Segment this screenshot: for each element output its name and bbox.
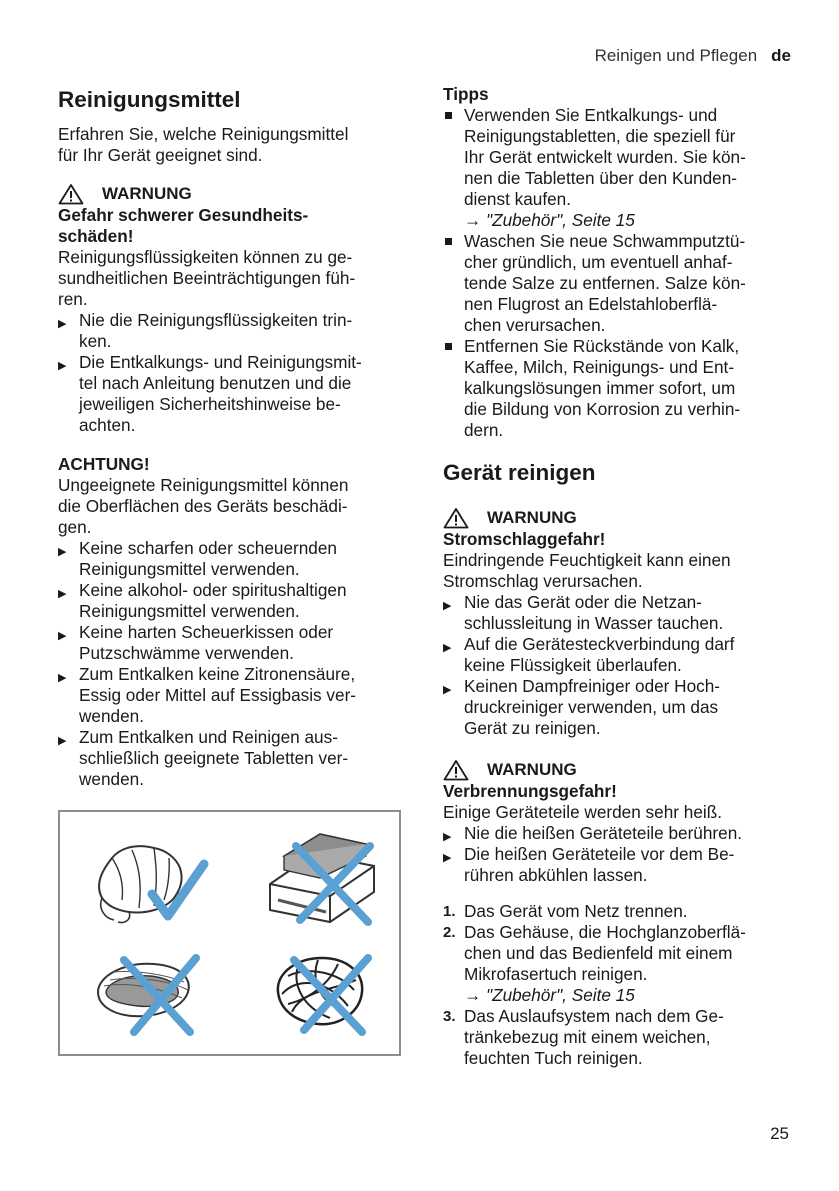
bullet-arrow-icon: ▶ <box>443 852 452 864</box>
list-item <box>443 844 793 886</box>
list-line: Keine scharfen oder scheuernden <box>79 538 337 558</box>
text-line: sundheitlichen Beeinträchtigungen füh- <box>58 268 356 288</box>
bullet-arrow-icon: ▶ <box>443 831 452 843</box>
left-column <box>58 84 403 790</box>
step-number: 3. <box>443 1008 456 1025</box>
cross-reference-link[interactable]: → "Zubehör", Seite 15 <box>464 210 635 230</box>
step-line: Das Auslaufsystem nach dem Ge- <box>464 1006 724 1026</box>
list-item <box>443 823 793 844</box>
step-line: feuchten Tuch reinigen. <box>464 1048 643 1068</box>
steel-wool-cross-icon <box>258 946 388 1040</box>
list-line: schließlich geeignete Tabletten ver- <box>79 748 349 768</box>
right-column <box>443 84 793 1069</box>
warning-text <box>443 550 793 592</box>
step-line: Das Gerät vom Netz trennen. <box>464 901 688 921</box>
text-line: Reinigungsflüssigkeiten können zu ge- <box>58 247 353 267</box>
list-item <box>58 310 403 352</box>
attention-text <box>58 475 403 538</box>
cloth-check-icon <box>84 828 214 928</box>
attention-heading: ACHTUNG! <box>58 454 150 474</box>
list-line: Zum Entkalken keine Zitronensäure, <box>79 664 356 684</box>
cross-reference-link[interactable]: → "Zubehör", Seite 15 <box>464 985 635 1005</box>
warning-heading-line: schäden! <box>58 226 134 246</box>
intro-text <box>58 124 403 166</box>
list-line: nen Flugrost an Edelstahloberflä- <box>464 294 718 314</box>
list-line: Reinigungstabletten, die speziell für <box>464 126 736 146</box>
warning-heading: Stromschlaggefahr! <box>443 529 606 549</box>
list-line: die Bildung von Korrosion zu verhin- <box>464 399 741 419</box>
warning-header <box>58 183 403 205</box>
tips-heading: Tipps <box>443 84 489 104</box>
warning-list <box>443 592 793 739</box>
language-code: de <box>771 46 791 65</box>
list-line: Entfernen Sie Rückstände von Kalk, <box>464 336 740 356</box>
list-line: schlussleitung in Wasser tauchen. <box>464 613 724 633</box>
warning-label: WARNUNG <box>102 184 192 203</box>
list-line: druckreiniger verwenden, um das <box>464 697 719 717</box>
page-number: 25 <box>770 1124 789 1143</box>
list-item <box>443 676 793 739</box>
heading-geraet-reinigen: Gerät reinigen <box>443 460 596 485</box>
text-line: die Oberflächen des Geräts beschädi- <box>58 496 348 516</box>
text-line: gen. <box>58 517 92 537</box>
list-item <box>443 231 793 336</box>
warning-header <box>443 507 793 529</box>
bullet-arrow-icon: ▶ <box>58 360 67 372</box>
heading-reinigungsmittel: Reinigungsmittel <box>58 87 241 112</box>
bullet-square-icon <box>445 343 452 350</box>
list-line: Reinigungsmittel verwenden. <box>79 601 300 621</box>
cleaning-materials-illustration <box>58 810 401 1056</box>
list-line: Essig oder Mittel auf Essigbasis ver- <box>79 685 357 705</box>
step-line: chen und das Bedienfeld mit einem <box>464 943 733 963</box>
list-line: kalkungslösungen immer sofort, um <box>464 378 736 398</box>
cleaning-steps <box>443 901 793 1069</box>
attention-list <box>58 538 403 790</box>
list-line: tende Salze zu entfernen. Salze kön- <box>464 273 746 293</box>
warning-text <box>58 247 403 310</box>
list-line: Keine alkohol- oder spiritushaltigen <box>79 580 347 600</box>
step-line: Das Gehäuse, die Hochglanzoberflä- <box>464 922 746 942</box>
bullet-arrow-icon: ▶ <box>58 318 67 330</box>
warning-header <box>443 759 793 781</box>
bullet-arrow-icon: ▶ <box>443 600 452 612</box>
list-line: dern. <box>464 420 504 440</box>
list-line: Reinigungsmittel verwenden. <box>79 559 300 579</box>
list-line: rühren abkühlen lassen. <box>464 865 648 885</box>
list-line: chen verursachen. <box>464 315 606 335</box>
bullet-square-icon <box>445 112 452 119</box>
warning-text: Einige Geräteteile werden sehr heiß. <box>443 802 722 822</box>
list-line: dienst kaufen. <box>464 189 572 209</box>
warning-heading <box>58 205 403 247</box>
scrub-pad-cross-icon <box>84 946 214 1040</box>
intro-line: Erfahren Sie, welche Reinigungsmittel <box>58 124 349 144</box>
list-line: Ihr Gerät entwickelt wurden. Sie kön- <box>464 147 746 167</box>
list-line: Verwenden Sie Entkalkungs- und <box>464 105 718 125</box>
warning-label: WARNUNG <box>487 760 577 779</box>
list-item <box>58 538 403 580</box>
warning-label: WARNUNG <box>487 508 577 527</box>
list-item <box>443 105 793 231</box>
text-line: Stromschlag verursachen. <box>443 571 643 591</box>
list-line: Kaffee, Milch, Reinigungs- und Ent- <box>464 357 735 377</box>
list-line: Keine harten Scheuerkissen oder <box>79 622 334 642</box>
list-item <box>58 352 403 436</box>
list-line: Zum Entkalken und Reinigen aus- <box>79 727 338 747</box>
list-line: achten. <box>79 415 136 435</box>
list-item <box>58 727 403 790</box>
warning-heading-line: Gefahr schwerer Gesundheits- <box>58 205 309 225</box>
tips-list <box>443 105 793 441</box>
bullet-arrow-icon: ▶ <box>58 735 67 747</box>
list-item <box>58 622 403 664</box>
list-line: wenden. <box>79 706 144 726</box>
bullet-arrow-icon: ▶ <box>443 642 452 654</box>
list-item <box>443 336 793 441</box>
bullet-arrow-icon: ▶ <box>58 546 67 558</box>
warning-triangle-icon <box>58 183 84 205</box>
list-line: Die Entkalkungs- und Reinigungsmit- <box>79 352 362 372</box>
bullet-arrow-icon: ▶ <box>443 684 452 696</box>
step-line: tränkebezug mit einem weichen, <box>464 1027 711 1047</box>
bullet-square-icon <box>445 238 452 245</box>
text-line: Ungeeignete Reinigungsmittel können <box>58 475 349 495</box>
list-item <box>443 592 793 634</box>
list-line: Putzschwämme verwenden. <box>79 643 294 663</box>
intro-line: für Ihr Gerät geeignet sind. <box>58 145 263 165</box>
step-item <box>443 922 793 1006</box>
warning-heading: Verbrennungsgefahr! <box>443 781 617 801</box>
list-item <box>58 580 403 622</box>
step-line: Mikrofasertuch reinigen. <box>464 964 648 984</box>
step-number: 1. <box>443 903 456 920</box>
list-line: Nie die Reinigungsflüssigkeiten trin- <box>79 310 353 330</box>
warning-list <box>443 823 793 886</box>
list-line: Keinen Dampfreiniger oder Hoch- <box>464 676 721 696</box>
list-line: Gerät zu reinigen. <box>464 718 601 738</box>
list-line: wenden. <box>79 769 144 789</box>
list-line: Nie das Gerät oder die Netzan- <box>464 592 702 612</box>
warning-triangle-icon <box>443 759 469 781</box>
step-item <box>443 901 793 922</box>
warning-list <box>58 310 403 436</box>
list-line: cher gründlich, um eventuell anhaf- <box>464 252 733 272</box>
bullet-arrow-icon: ▶ <box>58 588 67 600</box>
section-title: Reinigen und Pflegen <box>594 46 758 65</box>
list-line: Auf die Gerätesteckverbindung darf <box>464 634 735 654</box>
list-line: tel nach Anleitung benutzen und die <box>79 373 352 393</box>
list-line: Nie die heißen Geräteteile berühren. <box>464 823 743 843</box>
text-line: Eindringende Feuchtigkeit kann einen <box>443 550 731 570</box>
list-item <box>443 634 793 676</box>
list-line: Die heißen Geräteteile vor dem Be- <box>464 844 735 864</box>
step-item <box>443 1006 793 1069</box>
list-item <box>58 664 403 727</box>
list-line: nen die Tabletten über den Kunden- <box>464 168 737 188</box>
list-line: Waschen Sie neue Schwammputztü- <box>464 231 746 251</box>
page-header <box>595 46 791 66</box>
step-number: 2. <box>443 924 456 941</box>
bullet-arrow-icon: ▶ <box>58 630 67 642</box>
sponge-cross-icon <box>256 826 386 930</box>
list-line: ken. <box>79 331 112 351</box>
list-line: keine Flüssigkeit überlaufen. <box>464 655 682 675</box>
text-line: ren. <box>58 289 88 309</box>
list-line: jeweiligen Sicherheitshinweise be- <box>79 394 341 414</box>
warning-triangle-icon <box>443 507 469 529</box>
bullet-arrow-icon: ▶ <box>58 672 67 684</box>
